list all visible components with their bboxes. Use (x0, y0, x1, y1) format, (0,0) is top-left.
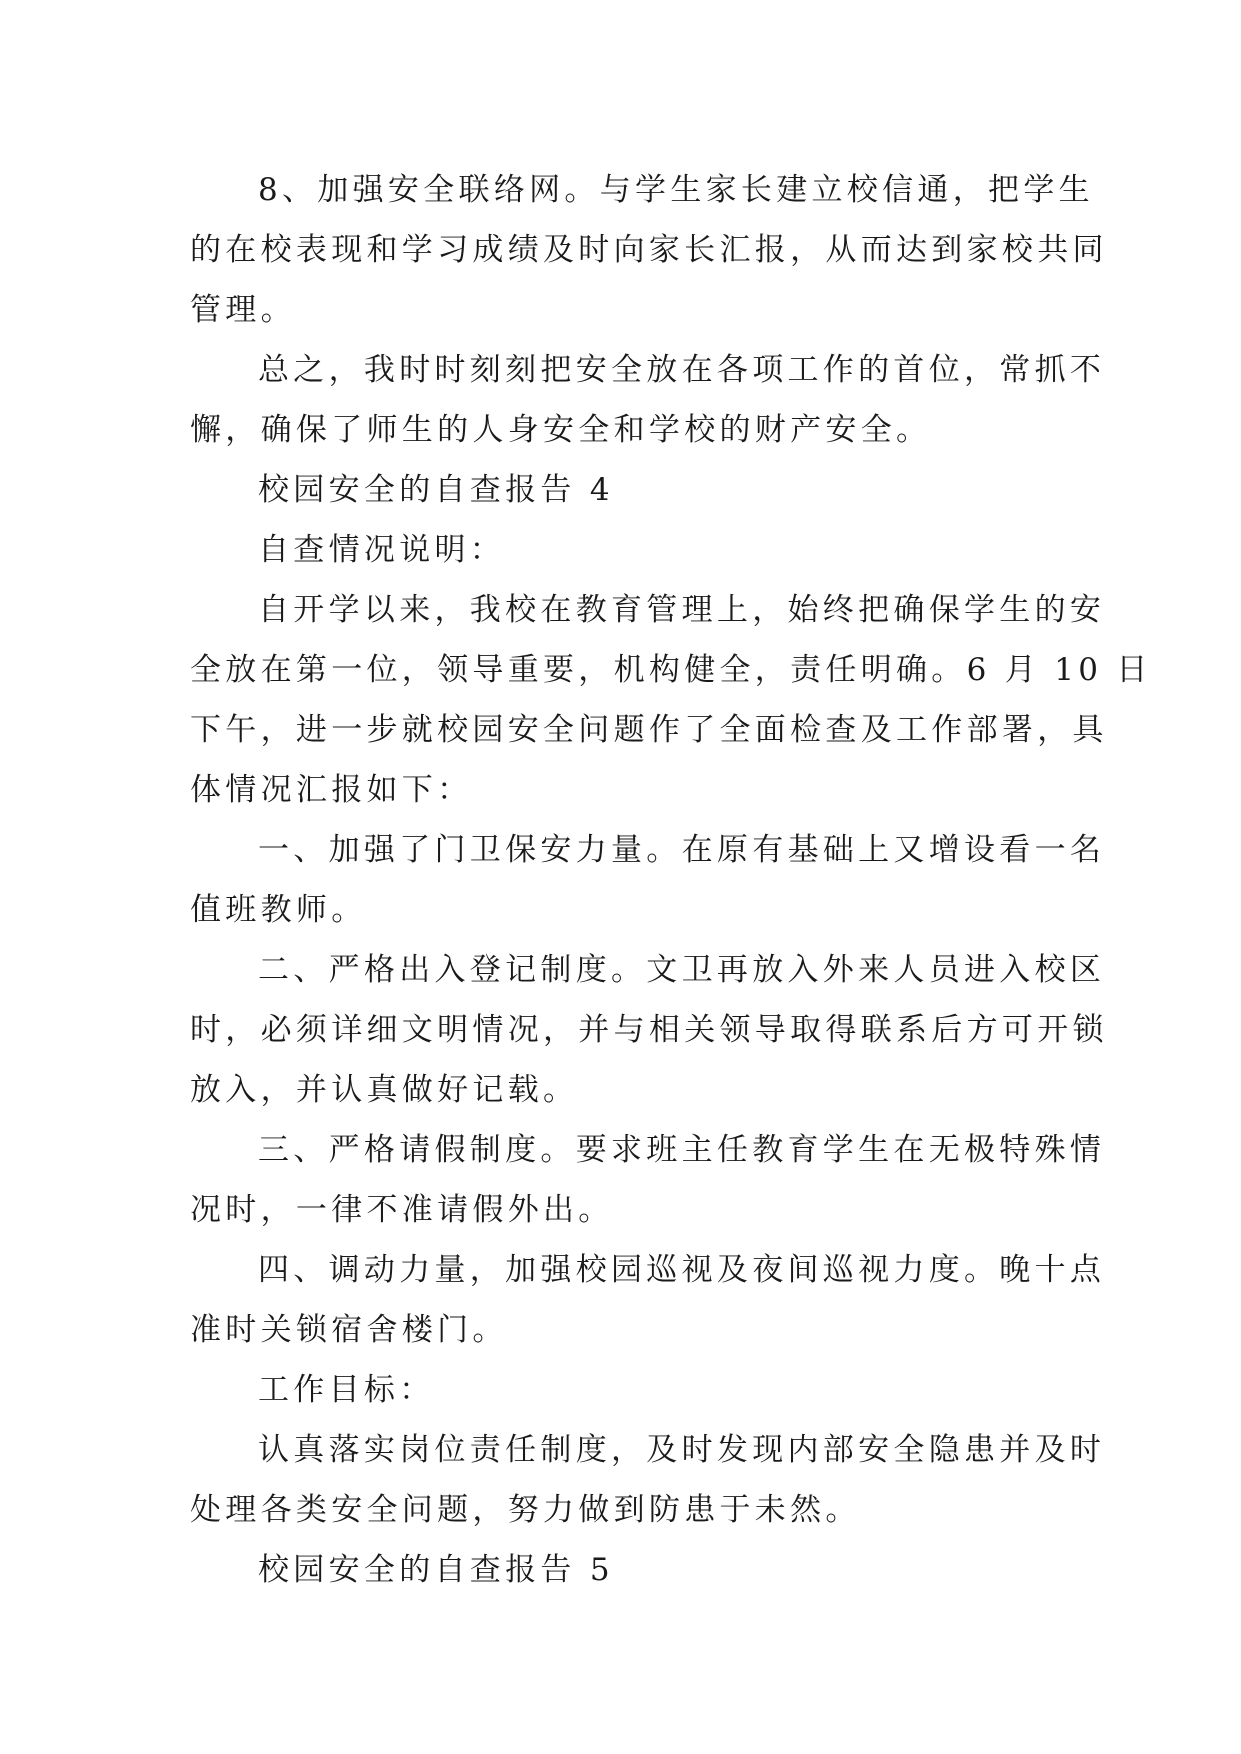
paragraph-summary (190, 340, 1106, 460)
text-line: 管理。 (190, 292, 296, 328)
text-line: 认真落实岗位责任制度，及时发现内部安全隐患并及时 (258, 1432, 1106, 1468)
text-line: 四、调动力量，加强校园巡视及夜间巡视力度。晚十点 (258, 1252, 1106, 1288)
paragraph-item-4 (190, 1240, 1106, 1360)
paragraph-since-semester-start (190, 580, 1152, 820)
section-heading-report-5 (190, 1540, 1048, 1600)
paragraph-item-2 (190, 940, 1108, 1120)
section-heading-report-4 (190, 460, 1048, 520)
text-line: 的在校表现和学习成绩及时向家长汇报，从而达到家校共同 (190, 232, 1108, 268)
paragraph-item-1 (190, 820, 1106, 940)
text-line: 准时关锁宿舍楼门。 (190, 1312, 508, 1348)
text-line: 自开学以来，我校在教育管理上，始终把确保学生的安 (258, 592, 1106, 628)
text-line: 全放在第一位，领导重要，机构健全，责任明确。6 月 10 日 (190, 652, 1152, 688)
subheading-self-check-description (190, 520, 1048, 580)
paragraph-goals (190, 1420, 1106, 1540)
text-line: 放入，并认真做好记载。 (190, 1072, 579, 1108)
subheading-work-goals (190, 1360, 1048, 1420)
heading-text: 校园安全的自查报告 5 (258, 1552, 614, 1588)
text-line: 8、加强安全联络网。与学生家长建立校信通，把学生 (258, 172, 1094, 208)
heading-text: 校园安全的自查报告 4 (258, 472, 614, 508)
text-line: 值班教师。 (190, 892, 367, 928)
heading-text: 工作目标： (258, 1372, 435, 1408)
paragraph-contact-network (190, 160, 1108, 340)
document-body (190, 160, 1152, 1600)
text-line: 处理各类安全问题，努力做到防患于未然。 (190, 1492, 861, 1528)
text-line: 时，必须详细文明情况，并与相关领导取得联系后方可开锁 (190, 1012, 1108, 1048)
text-line: 下午，进一步就校园安全问题作了全面检查及工作部署，具 (190, 712, 1108, 748)
text-line: 二、严格出入登记制度。文卫再放入外来人员进入校区 (258, 952, 1106, 988)
text-line: 懈，确保了师生的人身安全和学校的财产安全。 (190, 412, 932, 448)
text-line: 体情况汇报如下： (190, 772, 473, 808)
heading-text: 自查情况说明： (258, 532, 506, 568)
text-line: 况时，一律不准请假外出。 (190, 1192, 614, 1228)
text-line: 总之，我时时刻刻把安全放在各项工作的首位，常抓不 (258, 352, 1106, 388)
text-line: 一、加强了门卫保安力量。在原有基础上又增设看一名 (258, 832, 1106, 868)
paragraph-item-3 (190, 1120, 1106, 1240)
text-line: 三、严格请假制度。要求班主任教育学生在无极特殊情 (258, 1132, 1106, 1168)
